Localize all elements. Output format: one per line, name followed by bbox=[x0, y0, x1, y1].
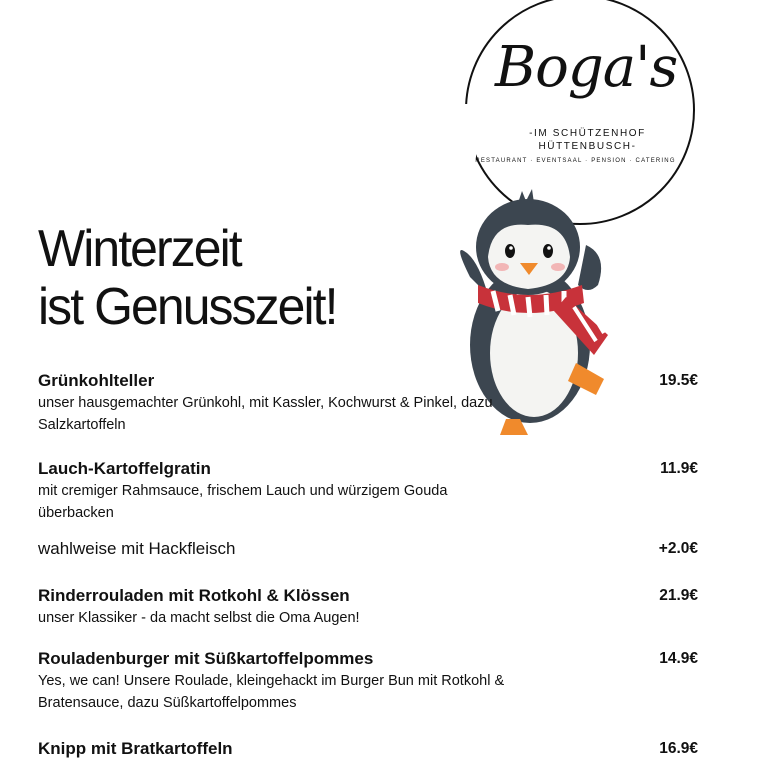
logo-tagline: RESTAURANT · EVENTSAAL · PENSION · CATERING bbox=[475, 158, 676, 164]
penguin-face bbox=[488, 225, 570, 289]
menu-option-price: +2.0€ bbox=[658, 540, 698, 557]
penguin-eye-right bbox=[543, 244, 553, 258]
menu-item-description: Yes, we can! Unsere Roulade, kleingehackt im Burger Bun mit Rotkohl & Bratensauce, dazu Süßkartoffelpommes bbox=[38, 673, 505, 711]
headline bbox=[38, 220, 337, 336]
menu-item-price: 21.9€ bbox=[659, 587, 698, 604]
menu-item-price: 14.9€ bbox=[659, 650, 698, 667]
menu-item bbox=[38, 738, 698, 760]
penguin-eye-left bbox=[505, 244, 515, 258]
menu-item-name: Knipp mit Bratkartoffeln bbox=[38, 739, 233, 758]
headline-line1: Winterzeit bbox=[38, 220, 241, 278]
menu-item-option bbox=[38, 538, 698, 560]
menu-item-description: unser Klassiker - da macht selbst die Oma Augen! bbox=[38, 610, 360, 626]
menu-item-name: Rouladenburger mit Süßkartoffelpommes bbox=[38, 649, 374, 668]
menu-item-price: 11.9€ bbox=[660, 460, 698, 477]
menu-item-description: unser hausgemachter Grünkohl, mit Kassler, Kochwurst & Pinkel, dazu Salzkartoffeln bbox=[38, 395, 493, 433]
logo-name: Boga's bbox=[495, 35, 678, 100]
penguin-right-flipper bbox=[578, 245, 601, 290]
menu-item-price: 16.9€ bbox=[659, 740, 698, 757]
logo-subtitle-line1: -IM SCHÜTZENHOF bbox=[529, 128, 646, 139]
headline-line2: ist Genusszeit! bbox=[38, 278, 337, 336]
menu-item bbox=[38, 370, 698, 436]
menu-option-label: wahlweise mit Hackfleisch bbox=[38, 539, 236, 558]
menu-item-name: Rinderrouladen mit Rotkohl & Klössen bbox=[38, 586, 350, 605]
menu-item bbox=[38, 648, 698, 714]
menu-item-name: Grünkohlteller bbox=[38, 371, 155, 390]
logo-subtitle-line2: HÜTTENBUSCH- bbox=[538, 141, 637, 152]
menu-item-description: mit cremiger Rahmsauce, frischem Lauch und würzigem Gouda überbacken bbox=[38, 483, 448, 521]
menu-item bbox=[38, 458, 698, 524]
menu-item bbox=[38, 585, 698, 629]
menu-item-name: Lauch-Kartoffelgratin bbox=[38, 459, 211, 478]
menu-item-price: 19.5€ bbox=[659, 372, 698, 389]
logo-subtitle bbox=[520, 127, 655, 153]
